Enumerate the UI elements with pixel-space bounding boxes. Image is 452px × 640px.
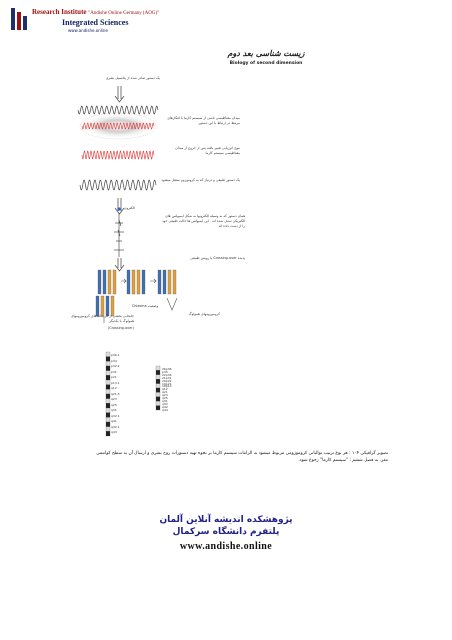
band-label: q21.3	[111, 391, 120, 396]
band-label: q23	[162, 393, 168, 398]
arrow-icon	[115, 198, 124, 214]
arrow-icon	[115, 258, 124, 271]
wave-path	[78, 106, 158, 114]
chromosome-band	[106, 413, 110, 418]
footer-line-2: پلتفرم دانشگاه سرکمال	[172, 527, 280, 537]
band-label: q31	[111, 408, 117, 412]
band-label: p32.2	[111, 364, 120, 368]
chromosome-band	[106, 389, 110, 394]
chromosome-band	[156, 370, 160, 374]
page-title-en: Biology of second dimension	[229, 61, 303, 66]
changed-wave	[82, 151, 154, 159]
institute-subtitle: "Andishe Online Germany (AOG)"	[88, 11, 160, 16]
figure-caption: تصویر گرافیکی ۱۰۴ : هر نوع ترتیب توالیاتی کروموزومی مربوط میشود به الزامات سیستم کارما بر نحوه تهیه دستورات روح بشری و ارسال آن به سطح کوانتمی مغز. به فصل ششم : "سیستم کارما" رجوع شود.	[96, 451, 388, 463]
chromosome-band	[106, 422, 110, 427]
chromosome-band	[156, 379, 160, 383]
label-exchange: جابجایی بخشی از کروماتیدهای کروموزومهای همولوگ با یکدیگر	[70, 314, 134, 323]
band-label: 22p34	[162, 372, 172, 377]
electron-dot	[117, 207, 120, 210]
chromosome-band	[156, 392, 160, 396]
band-label: 20p22	[162, 378, 172, 383]
band-label: p31	[111, 369, 117, 374]
band-label: q41	[111, 419, 117, 423]
chromosome-band	[106, 403, 110, 408]
chromosome-band	[106, 427, 110, 432]
band-label: p36.1	[111, 353, 120, 357]
band-label: q44	[162, 407, 168, 412]
band-label: q43	[111, 430, 117, 434]
chromosome-band	[156, 384, 160, 388]
label-natural-signal: یک دستور طبیعی و درنیاز که به کروموزوم منتقل میشود	[161, 178, 240, 182]
label-crossing: پدیده Crossing-over یا رویش طبیعی	[190, 256, 245, 260]
band-label: 21p31	[162, 375, 172, 380]
chromosome-band	[106, 366, 110, 371]
page-title-fa: زیست شناسی بعد دوم	[227, 48, 305, 58]
chromosome-band	[106, 394, 110, 399]
label-electron: الکترون	[124, 206, 135, 210]
chromosome-band	[156, 375, 160, 379]
label-crossing-en: (Crossing-over)	[107, 326, 134, 330]
band-label: p34	[111, 358, 117, 363]
chromosome-band	[106, 375, 110, 380]
band-label: q23	[111, 397, 117, 401]
band-label: 26p36	[162, 367, 172, 371]
chromosome-band	[156, 397, 160, 401]
band-label: q21	[162, 390, 168, 395]
chromosome-band	[106, 399, 110, 404]
band-label: q31	[162, 398, 168, 403]
label-field: میدان مغناطیسی ناشی از سیستم کارما با افکارهای مرتبط در ارتباط با این دستور	[167, 116, 240, 125]
header-website: www.andishe.online	[68, 28, 108, 33]
band-label: q12	[162, 387, 168, 392]
band-label: q32	[162, 401, 168, 406]
chromosome-band	[106, 361, 110, 366]
chromosome-band	[106, 371, 110, 376]
chromosome-pairs	[96, 270, 176, 316]
chromosome-band	[156, 388, 160, 392]
band-label: p13.1	[111, 380, 120, 385]
band-label: q42.1	[111, 424, 120, 429]
band-label: p21	[111, 375, 117, 379]
integrated-sciences: Integrated Sciences	[62, 18, 129, 27]
chromosome-idiogram-right	[156, 366, 160, 410]
label-homologs: کروموزومهای همولوگ	[188, 312, 220, 316]
institute-name: Research Institute "Andishe Online Germany (AOG)"	[32, 8, 160, 16]
input-wave	[78, 106, 158, 114]
wave-path	[82, 151, 154, 159]
band-labels-right	[162, 368, 184, 412]
band-label: q12	[111, 386, 117, 390]
label-chiasma: وضعیت Chiasma	[131, 304, 159, 308]
band-label: q25	[111, 402, 117, 407]
chromosome-idiogram-left	[106, 352, 110, 436]
chromosome-band	[106, 380, 110, 385]
band-label: q32.1	[111, 413, 120, 418]
wave-path	[80, 180, 156, 190]
chromosome-band	[156, 401, 160, 405]
chromosome-band	[106, 417, 110, 422]
label-conversion: همان دستور که به وسیله الکترونها به شکل ایمپولس های الکتریکی تبدیل شده اند . این ایمپولس ها حالت طبیعی خود را از دست داده اند	[162, 214, 245, 228]
footer-line-1: پژوهشکده اندیشه آنلاین آلمان	[159, 515, 293, 525]
band-label: 19p21	[162, 381, 172, 386]
band-labels-left	[111, 353, 131, 436]
chromosome-band	[156, 406, 160, 410]
band-label: 18p13	[162, 384, 172, 389]
footer-website[interactable]: www.andishe.online	[179, 541, 273, 552]
label-top: یک دستور صادر شده از پتانسیل بشری	[105, 76, 160, 80]
band-label: q42	[162, 404, 168, 409]
chromosome-band	[106, 357, 110, 362]
chromosome-band	[106, 352, 110, 357]
band-label: p35	[162, 369, 168, 374]
arrow-icon	[115, 86, 124, 102]
chromosome-band	[106, 385, 110, 390]
label-wave-change: موج انرژیایی تغییر یافته پس از خروج از میدان مغناطیسی سیستم کارما	[175, 146, 240, 155]
chromosome-band	[106, 431, 110, 436]
natural-wave	[80, 180, 156, 190]
band-label: q25	[162, 396, 168, 401]
chromosome-band	[106, 408, 110, 413]
chromosome-band	[156, 366, 160, 370]
